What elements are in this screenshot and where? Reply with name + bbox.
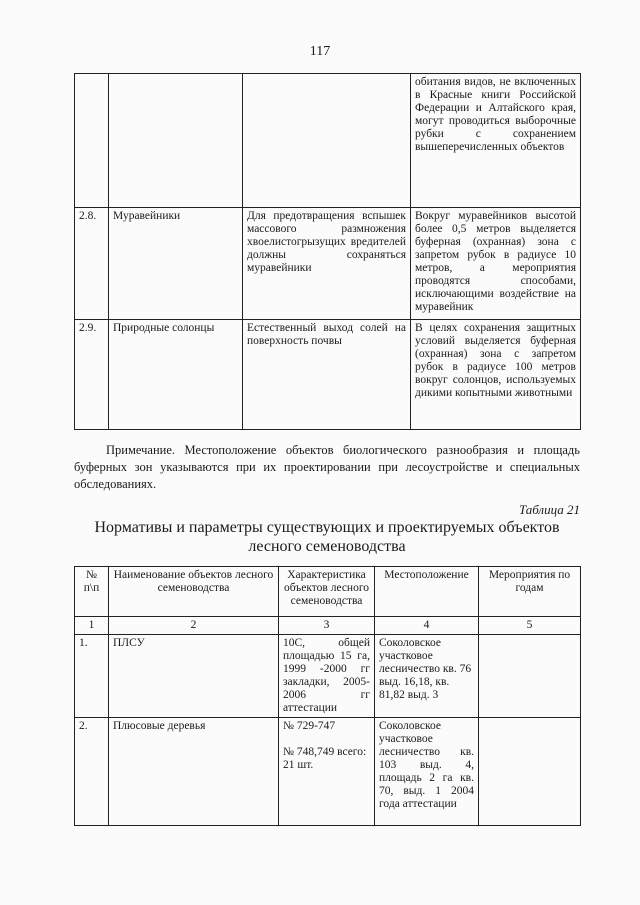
object-name-cell: Природные солонцы xyxy=(109,320,243,430)
table-header-row xyxy=(75,567,581,617)
row-number-cell: 2.9. xyxy=(75,320,109,430)
table-row xyxy=(75,320,581,430)
table-row xyxy=(75,74,581,208)
table-title xyxy=(74,518,580,556)
activities-cell xyxy=(479,635,581,718)
characteristic-line: № 729-747 xyxy=(283,720,336,732)
column-number-cell: 4 xyxy=(375,617,479,635)
column-number-cell: 2 xyxy=(109,617,279,635)
header-cell: Местоположение xyxy=(375,567,479,617)
column-number-cell: 5 xyxy=(479,617,581,635)
table-title-line: лесного семеноводства xyxy=(248,538,406,555)
description-cell: Естественный выход солей на поверхность почвы xyxy=(243,320,411,430)
header-cell: Мероприятия по годам xyxy=(479,567,581,617)
characteristic-cell: 10С, общей площадью 15 га, 1999 -2000 гг закладки, 2005-2006 гг аттестации xyxy=(279,635,375,718)
object-name-cell: Муравейники xyxy=(109,208,243,320)
table-row xyxy=(75,208,581,320)
object-name-cell: Плюсовые деревья xyxy=(109,718,279,826)
activities-cell xyxy=(479,718,581,826)
header-cell: № п\п xyxy=(75,567,109,617)
biodiversity-table xyxy=(74,73,581,430)
location-cell: Соколовское участковое лесничество кв. 76 выд. 16,18, кв. 81,82 выд. 3 xyxy=(375,635,479,718)
location-cell: Соколовское участковое лесничество кв. 103 выд. 4, площадь 2 га кв. 70, выд. 1 2004 года аттестации xyxy=(375,718,479,826)
description-cell xyxy=(243,74,411,208)
table-row xyxy=(75,718,581,826)
table-label: Таблица 21 xyxy=(518,502,580,517)
seed-objects-table xyxy=(74,566,581,826)
object-name-cell: ПЛСУ xyxy=(109,635,279,718)
object-name-cell xyxy=(109,74,243,208)
measures-cell: В целях сохранения защитных условий выделяется буферная (охранная) зона с запретом рубок в радиусе 100 метров вокруг солонцов, используемых дикими копытными животными xyxy=(411,320,581,430)
header-cell: Характеристика объектов лесного семеноводства xyxy=(279,567,375,617)
characteristic-line: № 748,749 всего: 21 шт. xyxy=(283,746,367,771)
column-number-cell: 3 xyxy=(279,617,375,635)
description-cell: Для предотвращения вспышек массового размножения хвоелистогрызущих вредителей должны сохраняться муравейники xyxy=(243,208,411,320)
row-number-cell: 1. xyxy=(75,635,109,718)
column-number-row xyxy=(75,617,581,635)
row-number-cell: 2.8. xyxy=(75,208,109,320)
characteristic-cell xyxy=(279,718,375,826)
table-row xyxy=(75,635,581,718)
row-number-cell: 2. xyxy=(75,718,109,826)
table-note: Примечание. Местоположение объектов биологического разнообразия и площадь буферных зон указываются при их проектировании при лесоустройстве и специальных обследованиях. xyxy=(74,443,580,491)
column-number-cell: 1 xyxy=(75,617,109,635)
measures-cell: обитания видов, не включенных в Красные книги Российской Федерации и Алтайского края, могут проводиться выборочные рубки с сохранением вышеперечисленных объектов xyxy=(411,74,581,208)
header-cell: Наименование объектов лесного семеноводства xyxy=(109,567,279,617)
table-title-line: Нормативы и параметры существующих и проектируемых объектов xyxy=(94,519,560,536)
page-number: 117 xyxy=(309,44,331,59)
measures-cell: Вокруг муравейников высотой более 0,5 метров выделяется буферная (охранная) зона с запретом рубок в радиусе 10 метров, а мероприятия проводятся способами, исключающими воздействие на муравейник xyxy=(411,208,581,320)
row-number-cell xyxy=(75,74,109,208)
